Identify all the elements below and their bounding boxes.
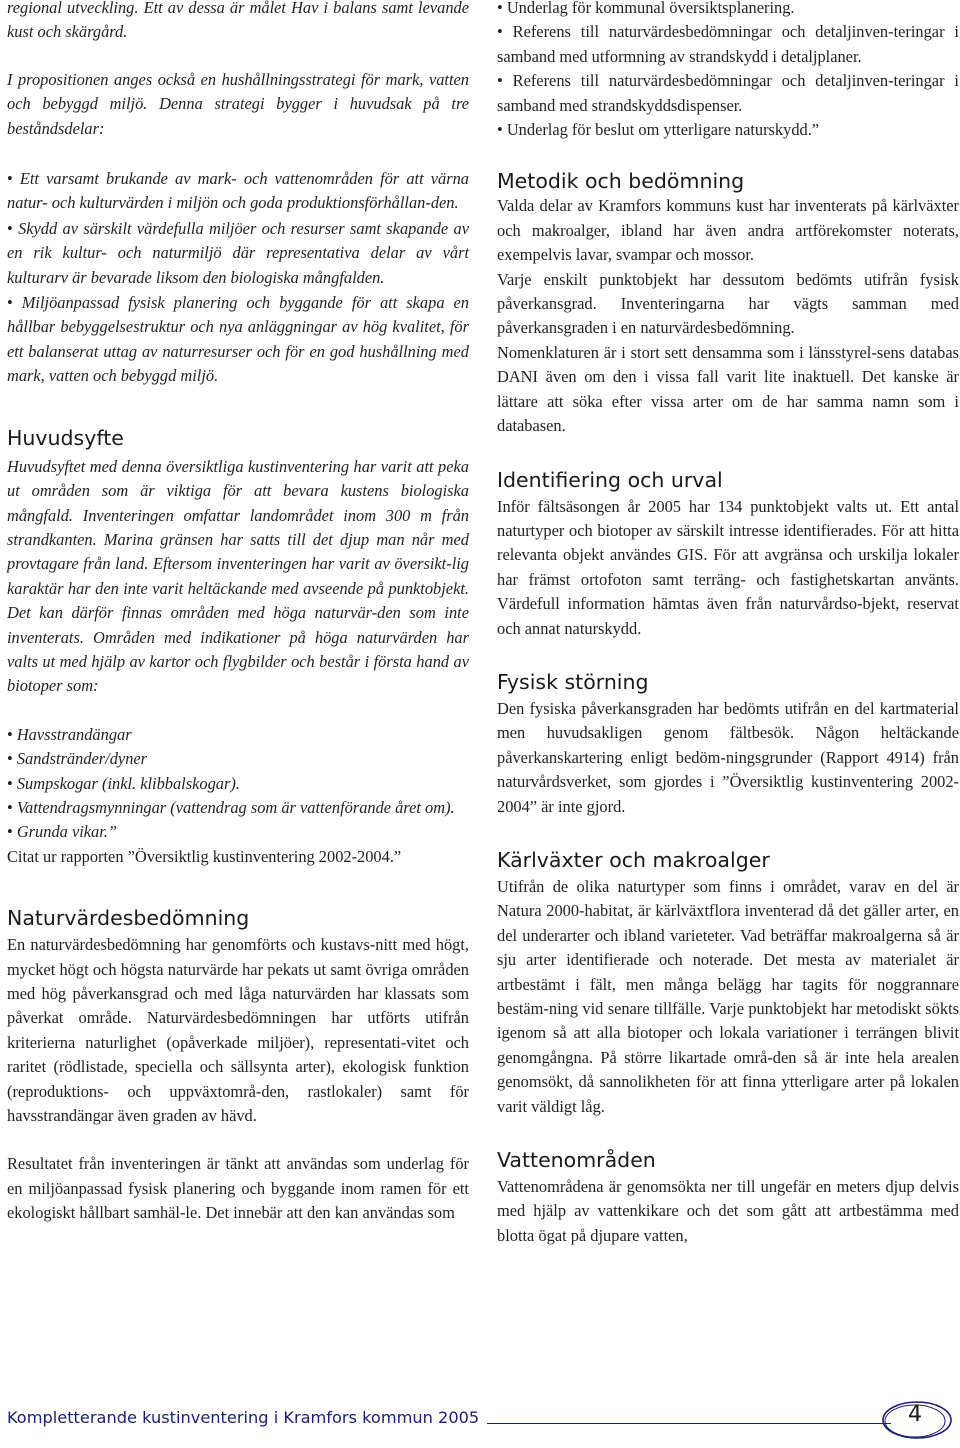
footer-title: Kompletterande kustinventering i Kramfors kommun 2005: [7, 1408, 480, 1427]
strategy-intro-paragraph: I propositionen anges också en hushållningsstrategi för mark, vatten och bebyggd miljö. Denna strategi bygger i huvudsak på tre beståndsdelar:: [7, 69, 469, 138]
right-column: [497, 0, 959, 1248]
footer-rule: [487, 1423, 891, 1424]
biotope-item: • Grunda vikar.”: [7, 822, 118, 842]
strategy-item: • Miljöanpassad fysisk planering och byggande för att skapa en hållbar bebyggelsestruktur och nya anläggningar av hög kvalitet, för ett balanserat uttag av naturresurser och för en god hushållning med mark, vatten och bebyggd miljö.: [7, 293, 470, 386]
biotope-item: • Sandstränder/dyner: [7, 749, 148, 769]
biotope-item: • Havsstrandängar: [7, 724, 132, 744]
intro-end-paragraph: regional utveckling. Ett av dessa är målet Hav i balans samt levande kust och skärgård.: [7, 0, 469, 42]
identifiering-paragraph: Inför fältsäsongen år 2005 har 134 punktobjekt valts ut. Ett antal naturtyper och biotoper av särskilt intresse identifierades. För att hitta relevanta objekt användes GIS. För att avgränsa och urskilja lokaler har främst ortofoton samt terräng- och fastighetskartan använts. Värdefull information hämtas även från naturvårdso-bjekt, reservat och annat naturskydd.: [497, 496, 959, 638]
identifiering-heading: Identifiering och urval: [497, 467, 723, 492]
karlvaxter-paragraph: Utifrån de olika naturtyper som finns i området, varav en del är Natura 2000-habitat, är kärlväxtflora inventerad då det gäller arter, en del underarter och ibland varieteter. Vad beträffar makroalgerna så är sju arter identifierade och noterade. Det mesta av materialet är artbestämt i fält, men många belägg har tagits för noggrannare bestäm-ning vid senare tillfälle. Varje punktobjekt har metodiskt sökts igenom så att alla biotoper och lokala variationer i terrängen blivit genomgångna. På större likartade områ-den så är inte hela arealen genomsökt, då sannolikheten för att finna ytterligare arter på lokalen varit väldigt låg.: [497, 876, 959, 1116]
biotope-item: • Vattendragsmynningar (vattendrag som är vattenförande året om).: [7, 797, 455, 817]
usage-item: • Referens till naturvärdesbedömningar och detaljinven-teringar i samband med utformning av strandskydd i detaljplaner.: [497, 22, 959, 66]
usage-item: • Referens till naturvärdesbedömningar och detaljinven-teringar i samband med strandskyddsdispenser.: [497, 71, 959, 115]
resultat-paragraph: Resultatet från inventeringen är tänkt att användas som underlag för en miljöanpassad fysisk planering och byggande inom ramen för ett ekologiskt hållbart samhäl-le. Det innebär att den kan användas som: [7, 1154, 469, 1223]
metodik-paragraph: Nomenklaturen är i stort sett densamma som i länsstyrel-sens databas DANI även om den i vissa fall varit lite inaktuell. Det kanske är lättare att söka efter vissa arter om de har samma namn som i databasen.: [497, 342, 959, 436]
huvudsyfte-paragraph: Huvudsyftet med denna översiktliga kustinventering har varit att peka ut områden som är viktiga för att bevara kustens biologiska mångfald. Inventeringen omfattar landområdet inom 300 m från strandkanten. Marina gränsen har satts till det djup man når med provtagare från land. Eftersom inventeringen har varit av översikt-lig karaktär har den inte varit heltäckande med avseende på punktobjekt. Det kan därför finnas områden med höga naturvär-den som inte inventerats. Områden med indikationer på höga naturvärden har valts ut med hjälp av kartor och flygbilder och består i första hand av biotoper som:: [7, 456, 469, 696]
metodik-heading: Metodik och bedömning: [497, 169, 745, 194]
vattenomraden-heading: Vattenområden: [497, 1148, 656, 1173]
citation-paragraph: Citat ur rapporten ”Översiktlig kustinventering 2002-2004.”: [7, 846, 402, 866]
fysisk-storning-paragraph: Den fysiska påverkansgraden har bedömts utifrån en del kartmaterial men huvudsakligen genom fältbesök. Någon heltäckande påverkanskartering enligt bedöm-ningsgrunder (Rapport 4914) från naturvårdsverket, som gjordes i ”Översiktlig kustinventering 2002-2004” är inte gjord.: [497, 698, 959, 816]
strategy-item: • Ett varsamt brukande av mark- och vattenområden för att värna natur- och kulturvärden i miljön och goda produktionsförhållan-den.: [7, 169, 469, 213]
left-column: [7, 0, 469, 1226]
usage-item: • Underlag för beslut om ytterligare naturskydd.”: [497, 120, 820, 140]
huvudsyfte-heading: Huvudsyfte: [7, 425, 124, 450]
strategy-item: • Skydd av särskilt värdefulla miljöer och resurser samt skapande av en rik kultur- och naturmiljö där representativa delar av vårt kulturarv är bevarade liksom den biologiska mångfalden.: [7, 218, 469, 287]
page-number: 4: [908, 1402, 922, 1427]
metodik-paragraph: Varje enskilt punktobjekt har dessutom bedömts utifrån fysisk påverkansgrad. Inventeringarna har vägts samman med påverkansgraden i en naturvärdesbedömning.: [497, 269, 959, 338]
usage-item: • Underlag för kommunal översiktsplanering.: [497, 0, 795, 17]
karlvaxter-heading: Kärlväxter och makroalger: [497, 847, 770, 872]
naturvardesbedomning-paragraph: En naturvärdesbedömning har genomförts och kustavs-nitt med högt, mycket högt och högsta naturvärde har pekats ut samt övriga områden med hög påverkansgrad och med låga naturvärden har klassats som påverkat område. Naturvärdesbedömningen har utförts utifrån kriterierna naturlighet (opåverkade miljöer), representati-vitet och raritet (rödlistade, speciella och sällsynta arter), ekologisk funktion (reproduktions- och uppväxtområ-den, rastlokaler) samt för havsstrandängar även graden av hävd.: [7, 935, 469, 1126]
vattenomraden-paragraph: Vattenområdena är genomsökta ner till ungefär en meters djup delvis med hjälp av vattenkikare och det som gått att artbestämma med blotta ögat på djupare vatten,: [497, 1177, 959, 1245]
naturvardesbedomning-heading: Naturvärdesbedömning: [7, 906, 250, 931]
biotope-item: • Sumpskogar (inkl. klibbalskogar).: [7, 773, 240, 793]
fysisk-storning-heading: Fysisk störning: [497, 669, 649, 694]
metodik-paragraph: Valda delar av Kramfors kommuns kust har inventerats på kärlväxter och makroalger, ibland har även andra artförekomster noterats, exempelvis lavar, svampar och mossor.: [497, 196, 959, 265]
